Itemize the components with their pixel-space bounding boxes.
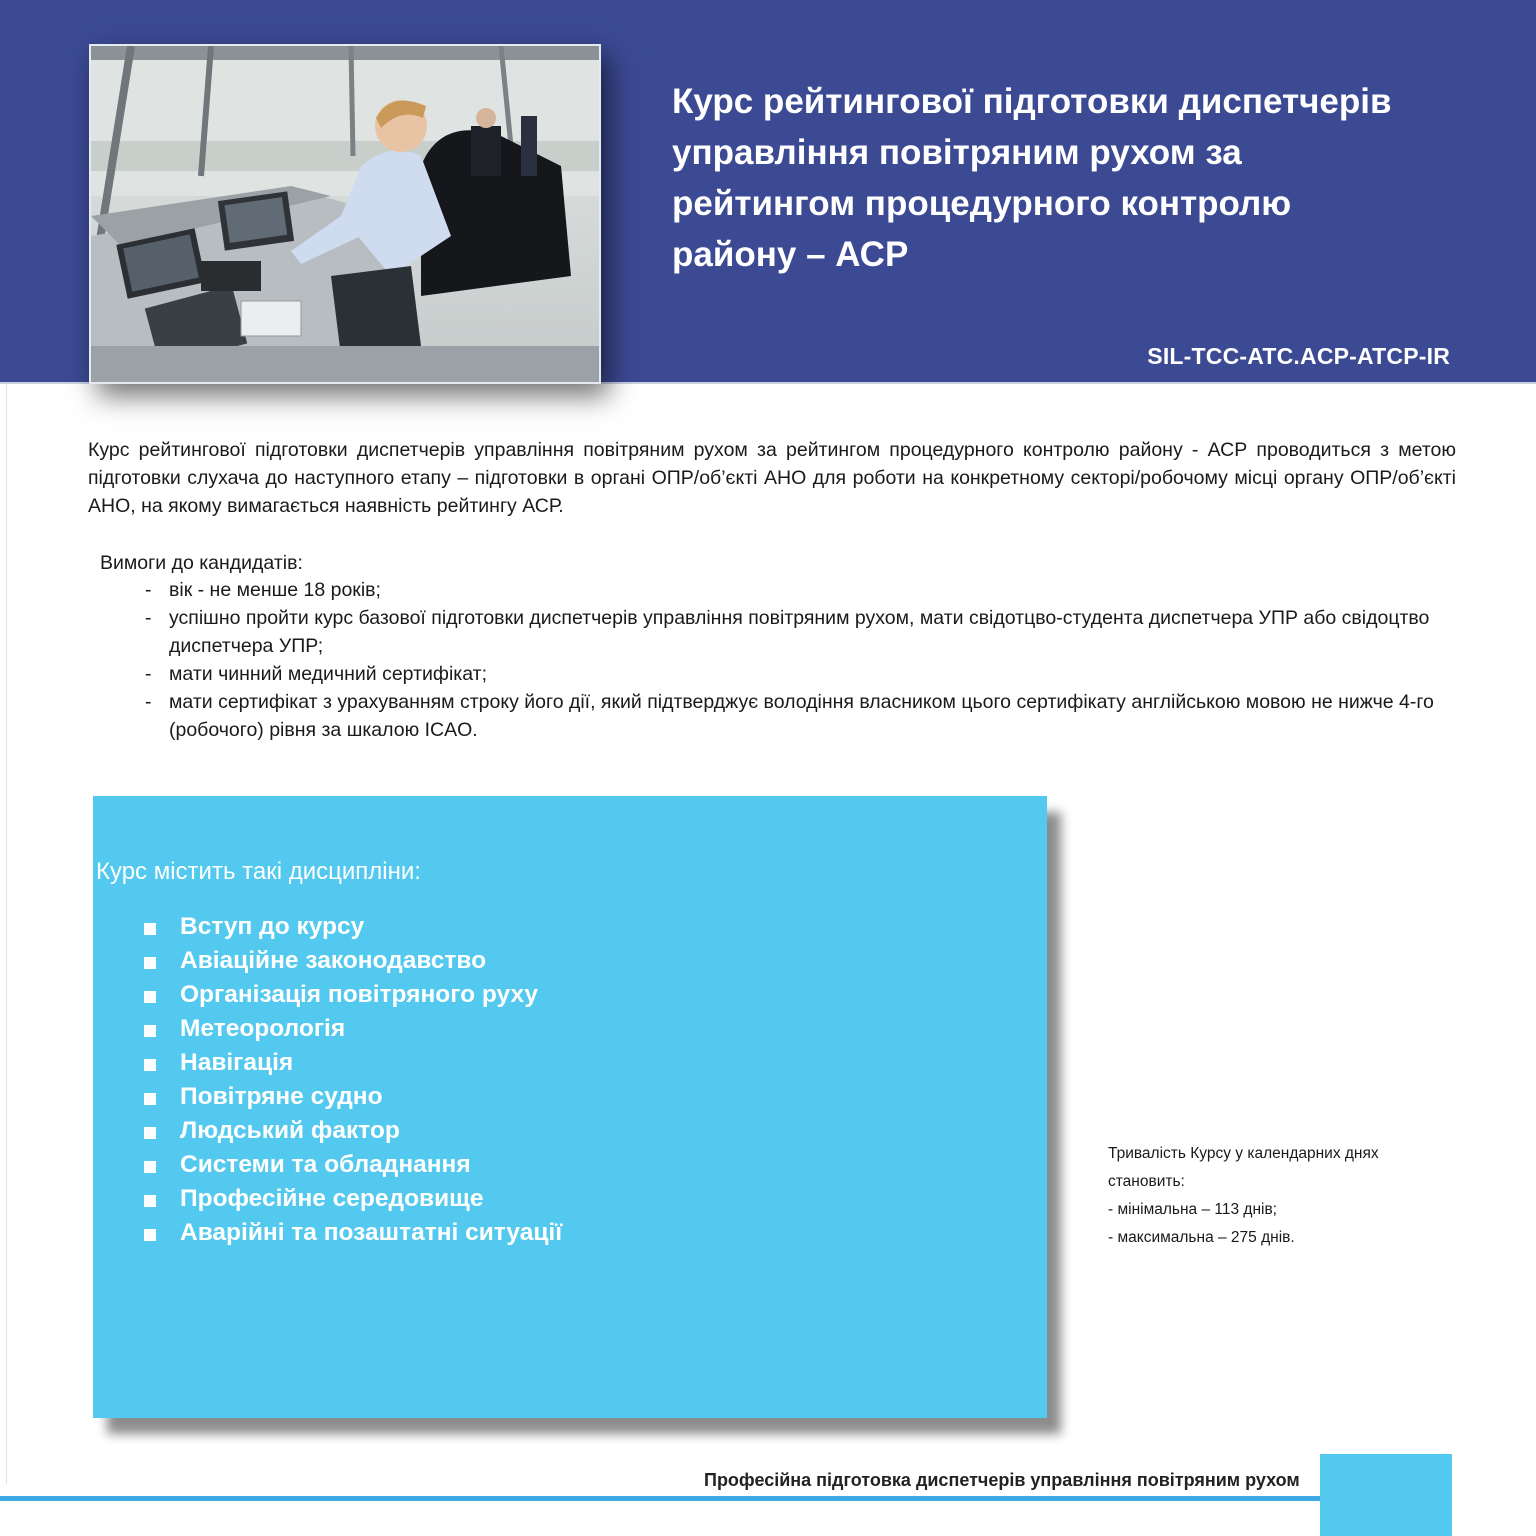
square-bullet-icon [144, 957, 156, 969]
square-bullet-icon [144, 1025, 156, 1037]
discipline-label: Навігація [180, 1049, 294, 1076]
square-bullet-icon [144, 1195, 156, 1207]
duration-line: Тривалість Курсу у календарних днях [1108, 1145, 1379, 1162]
discipline-label: Авіаційне законодавство [180, 947, 487, 974]
requirement-item [145, 688, 1445, 744]
discipline-item [143, 944, 562, 978]
discipline-item [143, 1148, 562, 1182]
footer-rule [0, 1496, 1320, 1501]
discipline-label: Системи та обладнання [180, 1151, 471, 1178]
footer-caption: Професійна підготовка диспетчерів управління повітряним рухом [704, 1470, 1300, 1490]
discipline-label: Людський фактор [180, 1117, 400, 1144]
course-title-line: Курс рейтингової підготовки диспетчерів [672, 82, 1392, 121]
course-title-line: управління повітряним рухом за [672, 133, 1242, 172]
duration-line: - максимальна – 275 днів. [1108, 1229, 1295, 1246]
disciplines-panel [93, 796, 1047, 1418]
discipline-label: Вступ до курсу [180, 913, 365, 940]
course-code: SIL-TCC-ATC.ACP-ATCP-IR [1147, 343, 1450, 369]
left-margin-rule [6, 384, 7, 1484]
discipline-label: Метеорологія [180, 1015, 346, 1042]
discipline-label: Організація повітряного руху [180, 981, 539, 1008]
requirement-text: мати сертифікат з урахуванням строку його дії, який підтверджує володіння власником цього сертифікату англійською мовою не нижче 4-го (робочого) рівня за шкалою ICAO. [169, 691, 1434, 741]
discipline-item [143, 1114, 562, 1148]
requirement-text: успішно пройти курс базової підготовки диспетчерів управління повітряним рухом, мати свідотцво-студента диспетчера УПР або свідоцтво диспетчера УПР; [169, 607, 1430, 657]
square-bullet-icon [144, 923, 156, 935]
discipline-item [143, 1046, 562, 1080]
dash-marker: - [145, 579, 152, 601]
discipline-item [143, 1182, 562, 1216]
course-title-line: району – АСР [672, 235, 909, 274]
discipline-item [143, 1080, 562, 1114]
requirement-text: вік - не менше 18 років; [169, 579, 381, 601]
square-bullet-icon [144, 1059, 156, 1071]
disciplines-list [143, 910, 562, 1250]
square-bullet-icon [144, 1229, 156, 1241]
square-bullet-icon [144, 1093, 156, 1105]
air-traffic-controller-photo [89, 44, 601, 384]
dash-marker: - [145, 691, 152, 713]
course-title-line: рейтингом процедурного контролю [672, 184, 1292, 223]
requirements-title: Вимоги до кандидатів: [100, 552, 303, 574]
discipline-label: Повітряне судно [180, 1083, 383, 1110]
course-duration [1108, 1140, 1448, 1252]
dash-marker: - [145, 607, 152, 629]
discipline-item [143, 978, 562, 1012]
discipline-item [143, 910, 562, 944]
discipline-label: Професійне середовище [180, 1185, 484, 1212]
discipline-item [143, 1216, 562, 1250]
duration-line: - мінімальна – 113 днів; [1108, 1201, 1277, 1218]
requirement-item [145, 660, 1445, 688]
disciplines-title: Курс містить такі дисципліни: [96, 858, 421, 885]
square-bullet-icon [144, 1127, 156, 1139]
requirement-item [145, 576, 1445, 604]
square-bullet-icon [144, 991, 156, 1003]
square-bullet-icon [144, 1161, 156, 1173]
duration-line: становить: [1108, 1173, 1185, 1190]
requirements-list [145, 576, 1445, 744]
requirement-item [145, 604, 1445, 660]
requirement-text: мати чинний медичний сертифікат; [169, 663, 488, 685]
footer-accent-block [1320, 1454, 1452, 1536]
discipline-item [143, 1012, 562, 1046]
intro-paragraph: Курс рейтингової підготовки диспетчерів управління повітряним рухом за рейтингом процедурного контролю району - АСР проводиться з метою підготовки слухача до наступного етапу – підготовки в органі ОПР/об’єкті АНО для роботи на конкретному секторі/робочому місці органу ОПР/об’єкті АНО, на якому вимагається наявність рейтингу АСР. [88, 439, 1456, 517]
discipline-label: Аварійні та позаштатні ситуації [180, 1219, 563, 1246]
dash-marker: - [145, 663, 152, 685]
course-title [672, 76, 1492, 280]
